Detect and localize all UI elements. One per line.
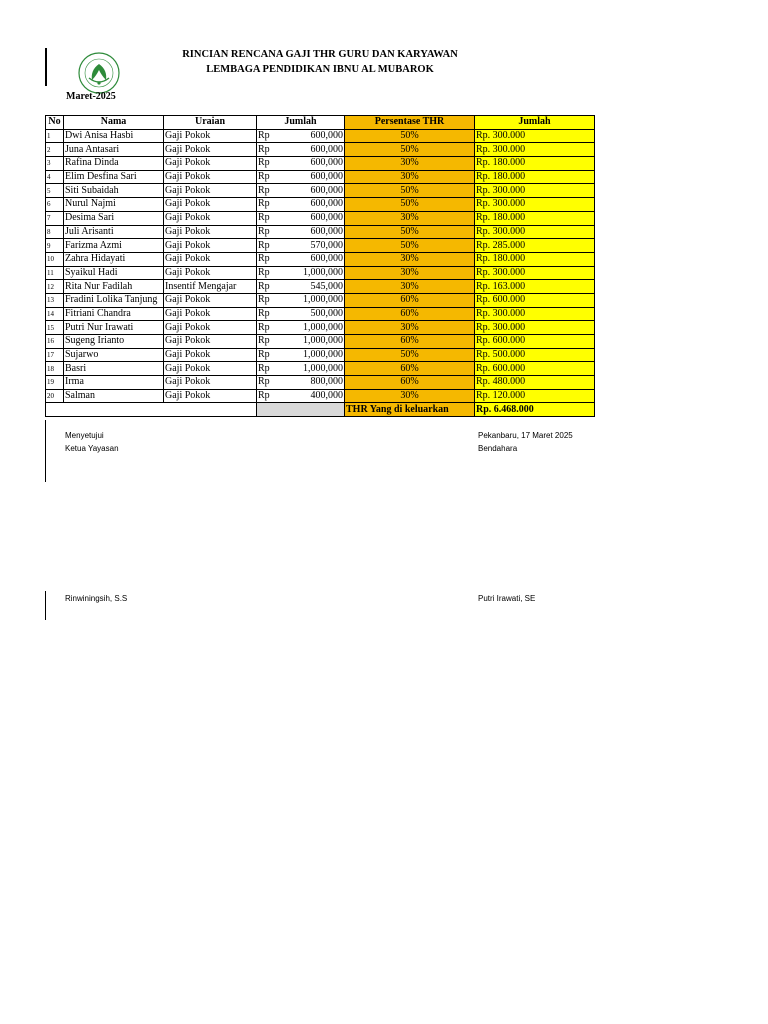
cell-uraian: Gaji Pokok	[164, 362, 257, 376]
cell-rp: Rp	[257, 211, 275, 225]
cell-no: 13	[46, 293, 64, 307]
cell-thr: Rp. 285.000	[475, 239, 595, 253]
cell-uraian: Gaji Pokok	[164, 266, 257, 280]
cell-no: 4	[46, 170, 64, 184]
total-label: THR Yang di keluarkan	[345, 403, 475, 417]
table-row	[46, 252, 595, 266]
cell-no: 9	[46, 239, 64, 253]
cell-rp: Rp	[257, 348, 275, 362]
chairman-title: Ketua Yayasan	[65, 444, 119, 453]
header-persentase: Persentase THR	[345, 116, 475, 130]
cell-pct: 30%	[345, 170, 475, 184]
cell-uraian: Gaji Pokok	[164, 348, 257, 362]
cell-nama: Siti Subaidah	[64, 184, 164, 198]
cell-nama: Fradini Lolika Tanjung	[64, 293, 164, 307]
cell-no: 19	[46, 376, 64, 390]
cell-pct: 60%	[345, 362, 475, 376]
cell-no: 17	[46, 348, 64, 362]
cell-pct: 30%	[345, 157, 475, 171]
cell-pct: 60%	[345, 307, 475, 321]
cell-amount: 1,000,000	[275, 362, 345, 376]
cell-uraian: Gaji Pokok	[164, 335, 257, 349]
cell-thr: Rp. 300.000	[475, 143, 595, 157]
cell-no: 18	[46, 362, 64, 376]
margin-bar-bottom	[45, 591, 46, 620]
cell-pct: 30%	[345, 252, 475, 266]
cell-thr: Rp. 300.000	[475, 307, 595, 321]
cell-uraian: Gaji Pokok	[164, 211, 257, 225]
table-row	[46, 143, 595, 157]
cell-amount: 1,000,000	[275, 348, 345, 362]
institution-logo	[78, 52, 120, 94]
period-label: Maret-2025	[66, 91, 116, 102]
cell-pct: 30%	[345, 266, 475, 280]
cell-no: 2	[46, 143, 64, 157]
cell-thr: Rp. 480.000	[475, 376, 595, 390]
header-nama: Nama	[64, 116, 164, 130]
cell-nama: Sujarwo	[64, 348, 164, 362]
cell-rp: Rp	[257, 293, 275, 307]
cell-no: 11	[46, 266, 64, 280]
cell-pct: 30%	[345, 321, 475, 335]
total-grey-cell	[257, 403, 345, 417]
cell-no: 8	[46, 225, 64, 239]
cell-rp: Rp	[257, 307, 275, 321]
cell-rp: Rp	[257, 239, 275, 253]
table-row	[46, 321, 595, 335]
cell-rp: Rp	[257, 280, 275, 294]
cell-thr: Rp. 600.000	[475, 293, 595, 307]
cell-pct: 30%	[345, 389, 475, 403]
cell-no: 1	[46, 129, 64, 143]
cell-uraian: Insentif Mengajar	[164, 280, 257, 294]
cell-amount: 1,000,000	[275, 335, 345, 349]
cell-thr: Rp. 163.000	[475, 280, 595, 294]
cell-thr: Rp. 180.000	[475, 211, 595, 225]
cell-pct: 50%	[345, 129, 475, 143]
cell-thr: Rp. 500.000	[475, 348, 595, 362]
cell-nama: Rita Nur Fadilah	[64, 280, 164, 294]
table-row	[46, 225, 595, 239]
cell-rp: Rp	[257, 157, 275, 171]
cell-rp: Rp	[257, 389, 275, 403]
cell-uraian: Gaji Pokok	[164, 225, 257, 239]
cell-pct: 30%	[345, 280, 475, 294]
cell-amount: 600,000	[275, 157, 345, 171]
cell-pct: 50%	[345, 184, 475, 198]
table-row	[46, 362, 595, 376]
cell-no: 16	[46, 335, 64, 349]
cell-thr: Rp. 180.000	[475, 157, 595, 171]
cell-nama: Farizma Azmi	[64, 239, 164, 253]
table-row	[46, 239, 595, 253]
header-jumlah: Jumlah	[257, 116, 345, 130]
treasurer-name: Putri Irawati, SE	[478, 594, 536, 603]
cell-nama: Juli Arisanti	[64, 225, 164, 239]
cell-uraian: Gaji Pokok	[164, 239, 257, 253]
treasurer-title: Bendahara	[478, 444, 518, 453]
cell-rp: Rp	[257, 266, 275, 280]
cell-nama: Basri	[64, 362, 164, 376]
table-body	[46, 129, 595, 403]
table-row	[46, 129, 595, 143]
cell-uraian: Gaji Pokok	[164, 252, 257, 266]
cell-uraian: Gaji Pokok	[164, 129, 257, 143]
table-row	[46, 170, 595, 184]
cell-nama: Desima Sari	[64, 211, 164, 225]
cell-uraian: Gaji Pokok	[164, 293, 257, 307]
cell-amount: 600,000	[275, 198, 345, 212]
table-row	[46, 280, 595, 294]
thr-table	[45, 115, 595, 417]
cell-no: 10	[46, 252, 64, 266]
margin-bar-top	[45, 48, 47, 86]
cell-rp: Rp	[257, 225, 275, 239]
cell-uraian: Gaji Pokok	[164, 321, 257, 335]
cell-nama: Nurul Najmi	[64, 198, 164, 212]
cell-amount: 600,000	[275, 211, 345, 225]
cell-nama: Syaikul Hadi	[64, 266, 164, 280]
cell-pct: 50%	[345, 198, 475, 212]
cell-thr: Rp. 180.000	[475, 252, 595, 266]
cell-thr: Rp. 300.000	[475, 266, 595, 280]
cell-amount: 1,000,000	[275, 266, 345, 280]
cell-uraian: Gaji Pokok	[164, 376, 257, 390]
table-row	[46, 266, 595, 280]
cell-thr: Rp. 120.000	[475, 389, 595, 403]
cell-amount: 600,000	[275, 184, 345, 198]
cell-amount: 1,000,000	[275, 293, 345, 307]
cell-uraian: Gaji Pokok	[164, 184, 257, 198]
cell-pct: 50%	[345, 348, 475, 362]
table-row	[46, 184, 595, 198]
cell-no: 12	[46, 280, 64, 294]
table-row	[46, 198, 595, 212]
cell-nama: Juna Antasari	[64, 143, 164, 157]
table-header-row	[46, 116, 595, 130]
cell-uraian: Gaji Pokok	[164, 389, 257, 403]
cell-amount: 600,000	[275, 225, 345, 239]
chairman-name: Rinwiningsih, S.S	[65, 594, 128, 603]
cell-amount: 500,000	[275, 307, 345, 321]
cell-amount: 545,000	[275, 280, 345, 294]
table-row	[46, 157, 595, 171]
table-row	[46, 211, 595, 225]
cell-thr: Rp. 600.000	[475, 335, 595, 349]
cell-amount: 600,000	[275, 143, 345, 157]
cell-rp: Rp	[257, 335, 275, 349]
cell-rp: Rp	[257, 129, 275, 143]
cell-nama: Salman	[64, 389, 164, 403]
cell-thr: Rp. 300.000	[475, 225, 595, 239]
cell-nama: Rafina Dinda	[64, 157, 164, 171]
cell-rp: Rp	[257, 184, 275, 198]
cell-thr: Rp. 600.000	[475, 362, 595, 376]
cell-rp: Rp	[257, 252, 275, 266]
cell-nama: Irma	[64, 376, 164, 390]
cell-rp: Rp	[257, 362, 275, 376]
cell-pct: 50%	[345, 225, 475, 239]
header-no: No	[46, 116, 64, 130]
cell-pct: 50%	[345, 143, 475, 157]
table-row	[46, 348, 595, 362]
total-value: Rp. 6.468.000	[475, 403, 595, 417]
cell-nama: Putri Nur Irawati	[64, 321, 164, 335]
cell-no: 5	[46, 184, 64, 198]
table-row	[46, 293, 595, 307]
table-row	[46, 307, 595, 321]
cell-no: 3	[46, 157, 64, 171]
cell-pct: 60%	[345, 293, 475, 307]
margin-bar-middle	[45, 420, 46, 482]
cell-no: 7	[46, 211, 64, 225]
header-jumlah-thr: Jumlah	[475, 116, 595, 130]
cell-rp: Rp	[257, 321, 275, 335]
cell-thr: Rp. 180.000	[475, 170, 595, 184]
table-row	[46, 376, 595, 390]
cell-pct: 60%	[345, 335, 475, 349]
approval-label: Menyetujui	[65, 431, 104, 440]
cell-rp: Rp	[257, 143, 275, 157]
cell-thr: Rp. 300.000	[475, 321, 595, 335]
total-blank	[46, 403, 257, 417]
cell-pct: 50%	[345, 239, 475, 253]
cell-amount: 400,000	[275, 389, 345, 403]
cell-thr: Rp. 300.000	[475, 129, 595, 143]
cell-uraian: Gaji Pokok	[164, 198, 257, 212]
institution-name: LEMBAGA PENDIDIKAN IBNU AL MUBAROK	[206, 64, 434, 75]
cell-uraian: Gaji Pokok	[164, 143, 257, 157]
cell-no: 20	[46, 389, 64, 403]
cell-thr: Rp. 300.000	[475, 198, 595, 212]
table-row	[46, 335, 595, 349]
cell-rp: Rp	[257, 198, 275, 212]
cell-thr: Rp. 300.000	[475, 184, 595, 198]
cell-nama: Zahra Hidayati	[64, 252, 164, 266]
cell-nama: Dwi Anisa Hasbi	[64, 129, 164, 143]
place-date: Pekanbaru, 17 Maret 2025	[478, 431, 573, 440]
table-row	[46, 389, 595, 403]
cell-nama: Sugeng Irianto	[64, 335, 164, 349]
cell-amount: 800,000	[275, 376, 345, 390]
cell-rp: Rp	[257, 376, 275, 390]
total-row	[46, 403, 595, 417]
cell-pct: 30%	[345, 211, 475, 225]
cell-uraian: Gaji Pokok	[164, 157, 257, 171]
cell-amount: 570,000	[275, 239, 345, 253]
cell-no: 15	[46, 321, 64, 335]
document-title: RINCIAN RENCANA GAJI THR GURU DAN KARYAWAN	[182, 49, 458, 60]
cell-amount: 600,000	[275, 170, 345, 184]
cell-pct: 60%	[345, 376, 475, 390]
cell-amount: 1,000,000	[275, 321, 345, 335]
header-uraian: Uraian	[164, 116, 257, 130]
cell-nama: Elim Desfina Sari	[64, 170, 164, 184]
cell-nama: Fitriani Chandra	[64, 307, 164, 321]
cell-uraian: Gaji Pokok	[164, 170, 257, 184]
cell-uraian: Gaji Pokok	[164, 307, 257, 321]
cell-no: 14	[46, 307, 64, 321]
cell-rp: Rp	[257, 170, 275, 184]
cell-amount: 600,000	[275, 129, 345, 143]
cell-no: 6	[46, 198, 64, 212]
cell-amount: 600,000	[275, 252, 345, 266]
